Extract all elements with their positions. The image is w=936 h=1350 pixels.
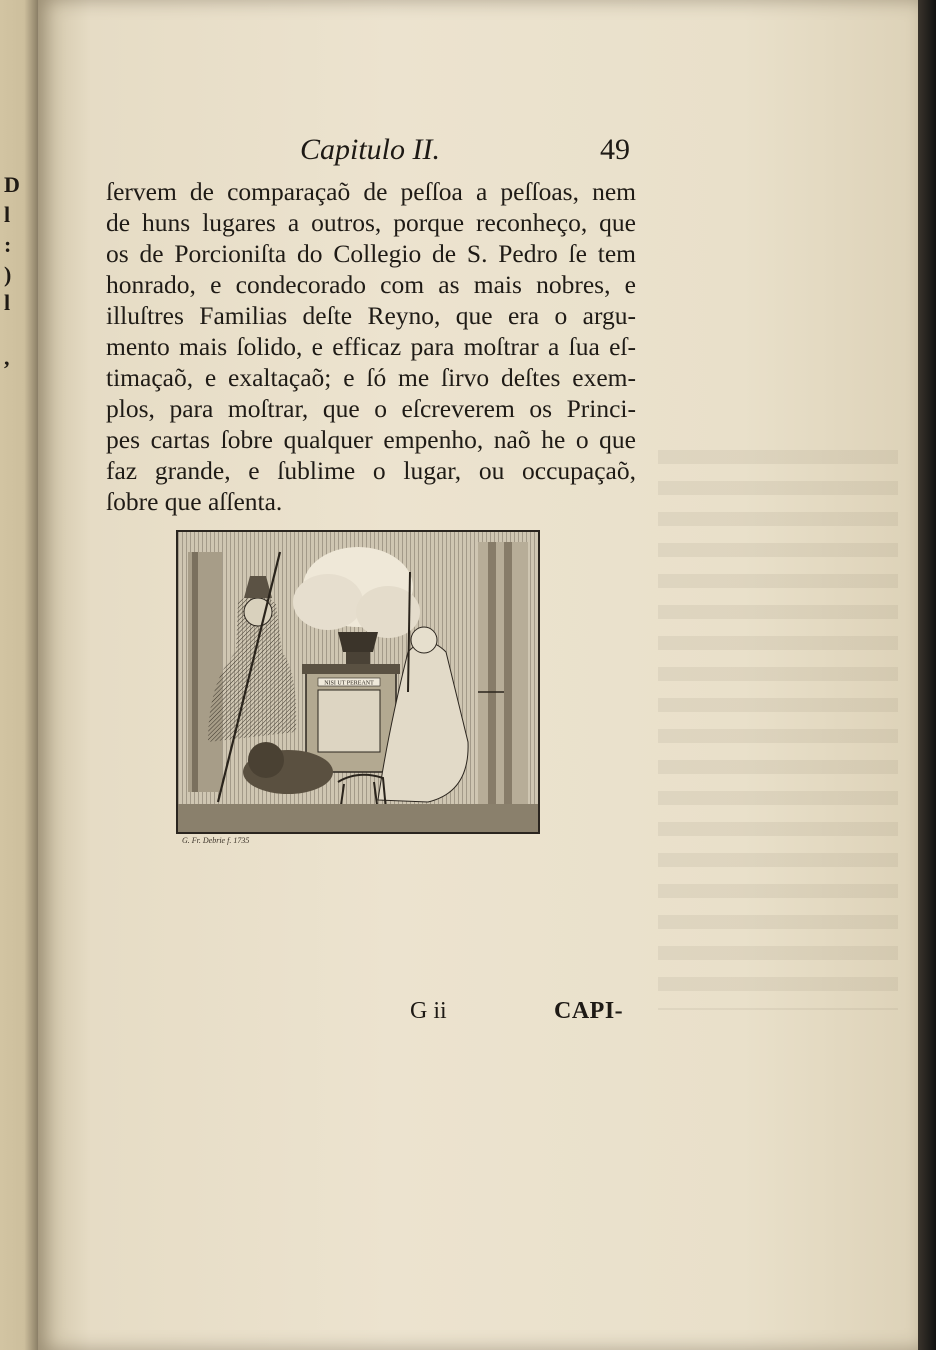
page-number: 49	[600, 133, 630, 166]
facing-page-glyph: :	[4, 232, 12, 257]
facing-page-glyph: )	[4, 262, 12, 287]
text-line: os de Porcioniſta do Collegio de S. Pedro ſe tem	[106, 239, 636, 268]
text-line: illuſtres Familias deſte Reyno, que era o argu-	[106, 301, 636, 330]
shield	[318, 690, 380, 752]
body-text	[106, 176, 636, 517]
signature-mark: G ii	[410, 998, 447, 1024]
text-line: mento mais ſolido, e efficaz para moſtrar a ſua eſ-	[106, 332, 636, 361]
chapter-title: Capitulo II.	[300, 133, 440, 166]
text-line: pes cartas ſobre qualquer empenho, naõ he o que	[106, 425, 636, 454]
facing-page-glyph: ,	[4, 345, 10, 370]
engraving-illustration	[176, 530, 540, 834]
text-line: de huns lugares a outros, porque reconheço, que	[106, 208, 636, 237]
text-line: plos, para moſtrar, que o eſcreverem os Princi-	[106, 394, 636, 423]
right-column	[478, 542, 528, 812]
page-edge-shadow	[918, 0, 936, 1350]
running-header	[300, 133, 630, 173]
engraver-credit: G. Fr. Debrie f. 1735	[182, 836, 250, 845]
facing-page-glyph: l	[4, 202, 11, 227]
facing-page-glyph: l	[4, 290, 11, 315]
text-line: faz grande, e ſublime o lugar, ou occupaçaõ,	[106, 456, 636, 485]
engraving-artwork	[178, 532, 538, 832]
text-line: timaçaõ, e exaltaçaõ; e ſó me ſirvo deſtes exem-	[106, 363, 636, 392]
facing-page-glyph: D	[4, 172, 20, 197]
urn	[338, 632, 378, 652]
catchword: CAPI-	[554, 998, 624, 1024]
text-line: ſervem de comparaçaõ de peſſoa a peſſoas, nem	[106, 177, 636, 206]
engraving-inscription: NISI UT PEREANT	[324, 680, 374, 687]
show-through-text	[658, 450, 898, 1010]
text-line: ſobre que aſſenta.	[106, 487, 283, 516]
text-line: honrado, e condecorado com as mais nobres, e	[106, 270, 636, 299]
